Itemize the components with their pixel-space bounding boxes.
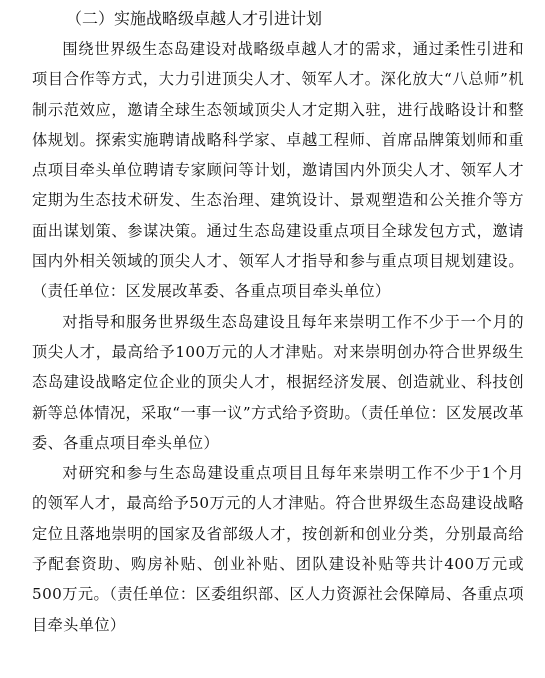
paragraph-top-talent-allowance: 对指导和服务世界级生态岛建设且每年来崇明工作不少于一个月的顶尖人才，最高给予100万元的人才津贴。对来崇明创办符合世界级生态岛建设战略定位企业的顶尖人才，根据经济发展、创造就业、科技创新等总体情况，采取“一事一议”方式给予资助。（责任单位：区发展改革委、各重点项目牵头单位） bbox=[32, 312, 524, 452]
paragraph-leading-talent-allowance: 对研究和参与生态岛建设重点项目且每年来崇明工作不少于1个月的领军人才，最高给予50万元的人才津贴。符合世界级生态岛建设战略定位且落地崇明的国家及省部级人才，按创新和创业分类，分别最高给予配套资助、购房补贴、创业补贴、团队建设补贴等共计400万元或500万元。（责任单位：区委组织部、区人力资源社会保障局、各重点项目牵头单位） bbox=[32, 464, 524, 634]
section-heading: （二）实施战略级卓越人才引进计划 bbox=[66, 9, 323, 28]
document-page bbox=[32, 4, 524, 640]
paragraph-strategic-talent: 围绕世界级生态岛建设对战略级卓越人才的需求，通过柔性引进和项目合作等方式，大力引进顶尖人才、领军人才。深化放大“八总师”机制示范效应，邀请全球生态领域顶尖人才定期入驻，进行战略设计和整体规划。探索实施聘请战略科学家、卓越工程师、首席品牌策划师和重点项目牵头单位聘请专家顾问等计划，邀请国内外顶尖人才、领军人才定期为生态技术研发、生态治理、建筑设计、景观塑造和公关推介等方面出谋划策、参谋决策。通过生态岛建设重点项目全球发包方式，邀请国内外相关领域的顶尖人才、领军人才指导和参与重点项目规划建设。（责任单位：区发展改革委、各重点项目牵头单位） bbox=[32, 40, 524, 301]
